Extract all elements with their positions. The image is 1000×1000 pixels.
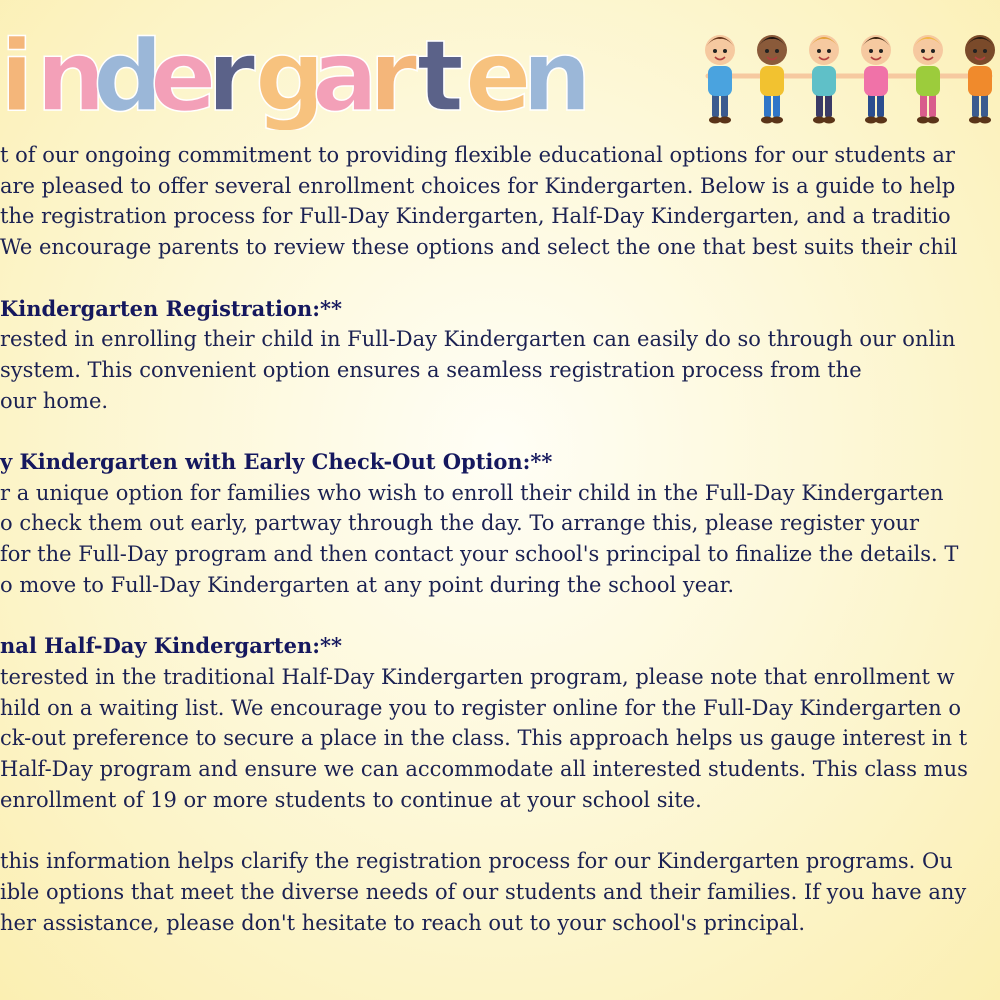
title-letter: e (150, 20, 217, 130)
child-figure (913, 35, 943, 124)
section-line: enrollment of 19 or more students to continue at your school site. (0, 787, 702, 812)
section-line: Half-Day program and ensure we can accommodate all interested students. This class mus (0, 757, 968, 782)
section-line: o check them out early, partway through the day. To arrange this, please register your (0, 511, 920, 536)
title-letter: e (465, 20, 532, 130)
section-line: system. This convenient option ensures a seamless registration process from the (0, 357, 862, 382)
section-line: o move to Full-Day Kindergarten at any point during the school year. (0, 572, 735, 597)
section-line: rested in enrolling their child in Full-Day Kindergarten can easily do so through our onlin (0, 327, 956, 352)
title-letter: r (207, 20, 256, 130)
section-line: ck-out preference to secure a place in the class. This approach helps us gauge interest in t (0, 726, 968, 751)
intro-line: the registration process for Full-Day Kindergarten, Half-Day Kindergarten, and a traditio (0, 204, 951, 229)
section-line: our home. (0, 388, 109, 413)
intro-line: are pleased to offer several enrollment choices for Kindergarten. Below is a guide to help (0, 173, 956, 198)
child-figure (965, 35, 995, 124)
section-line: for the Full-Day program and then contact your school's principal to finalize the details. T (0, 542, 959, 567)
child-figure (809, 35, 839, 124)
document-body (0, 140, 1000, 938)
section-line: hild on a waiting list. We encourage you to register online for the Full-Day Kindergarten o (0, 695, 962, 720)
intro-line: t of our ongoing commitment to providing flexible educational options for our students ar (0, 143, 955, 167)
title-letter: t (417, 20, 464, 130)
title-letter: i (0, 20, 34, 130)
kindergarten-title (0, 0, 680, 130)
section-line: r a unique option for families who wish to enroll their child in the Full-Day Kindergarten (0, 480, 944, 505)
child-figure (757, 35, 787, 124)
section-heading-early-checkout: y Kindergarten with Early Check-Out Option:** (0, 449, 553, 474)
section-line: terested in the traditional Half-Day Kindergarten program, please note that enrollment w (0, 664, 955, 689)
title-letter: r (369, 20, 418, 130)
children-holding-hands-icon (690, 22, 1000, 132)
title-letter: n (36, 20, 106, 130)
title-letter: d (93, 20, 164, 130)
closing-line: her assistance, please don't hesitate to reach out to your school's principal. (0, 910, 806, 935)
closing-line: this information helps clarify the registration process for our Kindergarten programs. Ou (0, 849, 953, 874)
title-letter: g (255, 20, 326, 130)
child-figure (705, 35, 735, 124)
title-letter: n (522, 20, 592, 130)
child-figure (861, 35, 891, 124)
closing-line: ible options that meet the diverse needs of our students and their families. If you have any (0, 879, 967, 904)
section-heading-half-day: nal Half-Day Kindergarten:** (0, 633, 342, 659)
section-heading-full-day: Kindergarten Registration:** (0, 295, 342, 321)
intro-line: We encourage parents to review these options and select the one that best suits their chil (0, 235, 958, 260)
title-letter: a (312, 20, 379, 130)
